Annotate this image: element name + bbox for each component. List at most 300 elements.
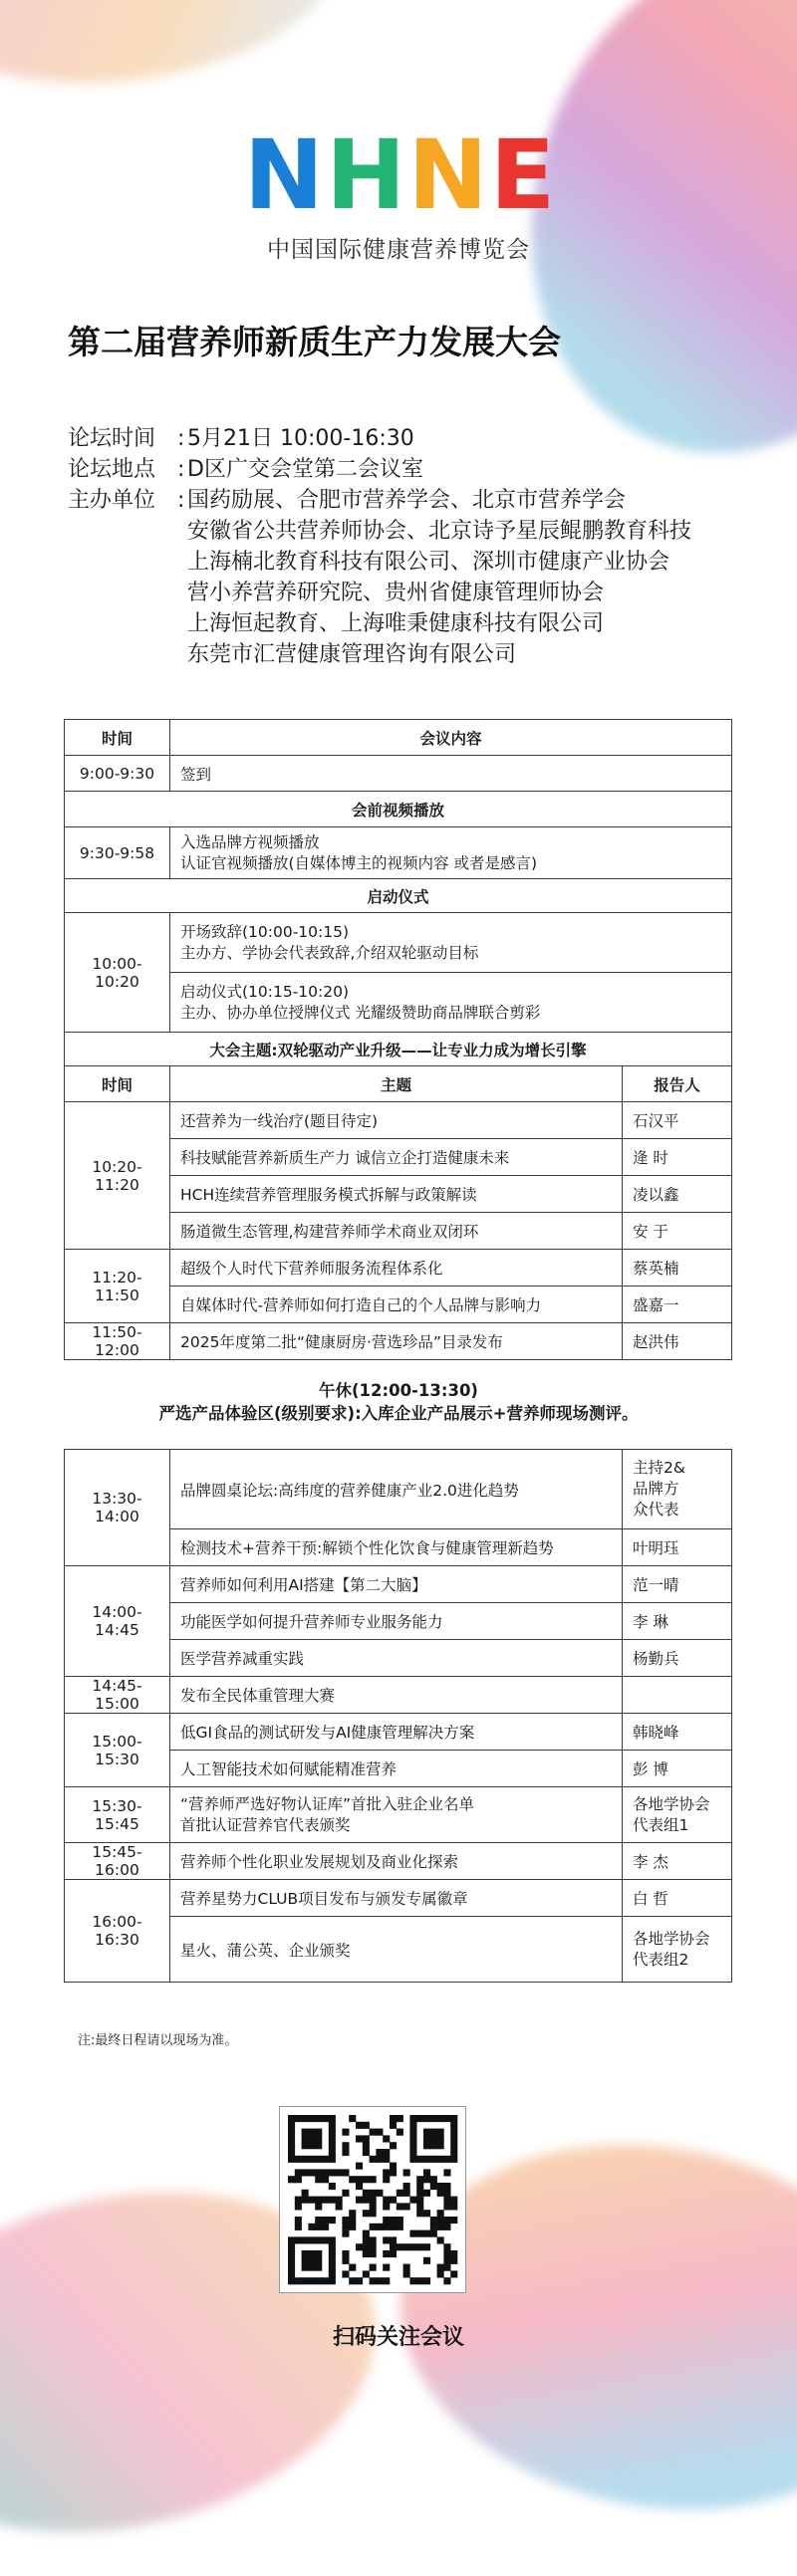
qr-module [356,2183,363,2190]
row-topic: 科技赋能营养新质生产力 诚信立企打造健康未来 [170,1139,623,1176]
qr-module [423,2129,430,2136]
qr-module [423,2230,430,2237]
qr-module [295,2236,302,2243]
row-topic: 肠道微生态管理,构建营养师学术商业双闭环 [170,1213,623,1250]
qr-module [288,2156,295,2163]
qr-module [370,2224,377,2230]
qr-module [308,2129,315,2136]
forum-place-row [68,454,691,485]
qr-module [437,2217,444,2224]
qr-module [363,2243,370,2250]
row-speaker: 蔡英楠 [623,1250,732,1287]
qr-module [349,2115,356,2122]
header-time: 时间 [65,1066,170,1102]
qr-module [349,2224,356,2230]
nhne-logo [0,119,797,264]
qr-module [322,2176,329,2183]
qr-module [370,2190,377,2197]
schedule-note: 注:最终日程请以现场为准。 [78,2033,238,2048]
qr-module [443,2156,450,2163]
qr-module [443,2243,450,2250]
qr-module [423,2257,430,2264]
qr-module [315,2217,322,2224]
qr-module [308,2250,315,2257]
qr-module [329,2250,336,2257]
row-speaker [623,1450,732,1529]
qr-module [383,2135,390,2142]
qr-module [329,2243,336,2250]
qr-module [390,2250,397,2257]
qr-module [302,2257,309,2264]
qr-module [370,2156,377,2163]
qr-module [443,2217,450,2224]
row-speaker: 逄 时 [623,1139,732,1176]
qr-module [322,2224,329,2230]
qr-module [423,2277,430,2284]
qr-module [376,2224,383,2230]
row-speaker: 石汉平 [623,1102,732,1139]
section-row [65,1033,732,1066]
forum-time-label: 论坛时间 [68,426,156,451]
qr-module [356,2163,363,2170]
row-time: 10:00-10:20 [65,913,170,1033]
qr-module [295,2277,302,2284]
qr-module [443,2203,450,2210]
qr-module [443,2277,450,2284]
qr-module [376,2156,383,2163]
qr-module [315,2250,322,2257]
qr-module [403,2243,410,2250]
qr-module [416,2115,423,2122]
qr-module [416,2203,423,2210]
qr-module [336,2203,343,2210]
qr-module [329,2217,336,2224]
speaker-line: 众代表 [633,1501,679,1519]
qr-module [315,2277,322,2284]
qr-module [409,2277,416,2284]
row-topic: 品牌圆桌论坛:高纬度的营养健康产业2.0进化趋势 [170,1450,623,1529]
section-video: 会前视频播放 [65,792,732,827]
row-speaker-empty [623,1677,732,1714]
qr-module [437,2224,444,2230]
qr-module [329,2183,336,2190]
qr-module [423,2176,430,2183]
qr-module [302,2277,309,2284]
qr-module [322,2156,329,2163]
qr-module [288,2257,295,2264]
qr-module [403,2183,410,2190]
header-content: 会议内容 [170,720,732,756]
row-time: 10:20-11:20 [65,1102,170,1250]
qr-module [342,2257,349,2264]
table-row [65,1323,732,1360]
header-theme: 主题 [170,1066,623,1102]
qr-module [363,2135,370,2142]
qr-module [409,2135,416,2142]
qr-module [363,2210,370,2217]
qr-module [423,2243,430,2250]
qr-module [315,2169,322,2176]
forum-place-label: 论坛地点 [68,457,156,482]
qr-module [295,2176,302,2183]
row-time: 15:45-16:00 [65,1843,170,1880]
table-row [65,1714,732,1751]
separator: : [177,457,185,482]
qr-module [302,2169,309,2176]
qr-module [430,2230,437,2237]
speaker-line: 品牌方 [633,1480,679,1498]
conference-theme: 大会主题:双轮驱动产业升级——让专业力成为增长引擎 [65,1033,732,1066]
table-row [65,1843,732,1880]
qr-module [370,2197,377,2204]
qr-module [349,2264,356,2271]
qr-module [363,2122,370,2129]
row-time: 14:45-15:00 [65,1677,170,1714]
qr-module [450,2115,457,2122]
qr-module [329,2236,336,2243]
qr-module [443,2250,450,2257]
qr-module [302,2156,309,2163]
qr-module [416,2190,423,2197]
qr-module [295,2224,302,2230]
row-content [170,827,732,879]
qr-module [288,2142,295,2149]
row-speaker: 李 杰 [623,1843,732,1880]
row-topic: 还营养为一线治疗(题目待定) [170,1102,623,1139]
table-row [65,1102,732,1139]
qr-module [450,2203,457,2210]
speech-line: 开场致辞(10:00-10:15) [180,922,350,941]
qr-module [403,2190,410,2197]
qr-module [423,2169,430,2176]
qr-module [336,2197,343,2204]
row-topic: 超级个人时代下营养师服务流程体系化 [170,1250,623,1287]
qr-module [416,2183,423,2190]
qr-module [376,2190,383,2197]
row-speaker: 凌以鑫 [623,1176,732,1213]
table-header-row [65,720,732,756]
row-content [170,913,732,973]
qr-module [349,2217,356,2224]
qr-module [430,2142,437,2149]
header-time: 时间 [65,720,170,756]
qr-module [403,2169,410,2176]
decorative-gradient-top-left [0,0,351,108]
qr-module [383,2236,390,2243]
qr-module [342,2190,349,2197]
row-topic: 人工智能技术如何赋能精准营养 [170,1751,623,1787]
host-item: 营小养营养研究院、贵州省健康管理师协会 [187,581,605,605]
schedule-table-morning [64,719,732,1360]
qr-module [437,2142,444,2149]
speaker-line: 各地学协会 [633,1929,710,1948]
qr-module [308,2277,315,2284]
qr-module [383,2197,390,2204]
host-item: 安徽省公共营养师协会、北京诗予星辰鲲鹏教育科技 [187,519,692,544]
qr-module [450,2197,457,2204]
qr-module [423,2190,430,2197]
qr-module [342,2230,349,2237]
row-time: 16:00-16:30 [65,1880,170,1983]
qr-module [308,2264,315,2271]
qr-module [416,2243,423,2250]
qr-module [288,2270,295,2277]
table-row [65,1566,732,1603]
qr-module [397,2243,403,2250]
qr-module [288,2176,295,2183]
qr-module [443,2224,450,2230]
qr-module [329,2149,336,2156]
qr-module [409,2156,416,2163]
qr-module [315,2197,322,2204]
qr-module [342,2129,349,2136]
qr-module [383,2217,390,2224]
video-line: 认证官视频播放(自媒体博主的视频内容 或者是感言) [180,853,538,872]
table-row [65,913,732,973]
row-topic: 功能医学如何提升营养师专业服务能力 [170,1603,623,1640]
table-row [65,756,732,792]
host-list [187,485,691,670]
row-time: 11:50-12:00 [65,1323,170,1360]
qr-module [403,2264,410,2271]
qr-module [329,2197,336,2204]
qr-module [315,2156,322,2163]
qr-module [329,2264,336,2271]
qr-module [295,2115,302,2122]
qr-module [430,2115,437,2122]
qr-module [342,2217,349,2224]
qr-module [450,2156,457,2163]
qr-module [370,2203,377,2210]
qr-module [308,2257,315,2264]
speech-line: 主办方、学协会代表致辞,介绍双轮驱动目标 [180,943,479,962]
qr-module [288,2277,295,2284]
qr-module [437,2264,444,2271]
qr-module [302,2115,309,2122]
qr-module [430,2176,437,2183]
qr-module [370,2210,377,2217]
host-item: 上海楠北教育科技有限公司、深圳市健康产业协会 [187,550,670,575]
qr-module [403,2203,410,2210]
qr-module [363,2190,370,2197]
qr-module [450,2142,457,2149]
section-opening: 启动仪式 [65,879,732,913]
qr-module [329,2156,336,2163]
qr-module [423,2115,430,2122]
row-topic: HCH连续营养管理服务模式拆解与政策解读 [170,1176,623,1213]
row-topic: 星火、蒲公英、企业颁奖 [170,1917,623,1983]
row-speaker: 赵洪伟 [623,1323,732,1360]
qr-module [430,2224,437,2230]
row-content [170,973,732,1033]
qr-module [430,2156,437,2163]
qr-module [288,2236,295,2243]
qr-module [302,2135,309,2142]
qr-module [397,2115,403,2122]
table-row [65,1450,732,1529]
qr-module [383,2277,390,2284]
qr-module [390,2236,397,2243]
qr-module [437,2115,444,2122]
qr-module [302,2236,309,2243]
qr-module [423,2142,430,2149]
qr-module [443,2197,450,2204]
table-row [65,827,732,879]
qr-module [450,2270,457,2277]
qr-module [370,2236,377,2243]
qr-module [409,2122,416,2129]
logo-letter: E [489,119,554,231]
separator: : [177,426,185,451]
qr-module [315,2236,322,2243]
qr-module [383,2156,390,2163]
qr-module [288,2122,295,2129]
host-item: 上海恒起教育、上海唯秉健康科技有限公司 [187,611,605,636]
qr-module [450,2122,457,2129]
qr-module [295,2217,302,2224]
row-speaker: 盛嘉一 [623,1287,732,1323]
qr-module [342,2270,349,2277]
qr-module [450,2149,457,2156]
qr-caption: 扫码关注会议 [332,2325,464,2350]
row-time: 9:00-9:30 [65,756,170,792]
row-speaker [623,1917,732,1983]
qr-module [308,2236,315,2243]
qr-module [315,2257,322,2264]
host-item: 东莞市汇营健康管理咨询有限公司 [187,642,517,667]
separator: : [177,488,185,513]
qr-module [315,2115,322,2122]
row-speaker [623,1787,732,1843]
qr-module [329,2142,336,2149]
qr-module [416,2230,423,2237]
header-speaker: 报告人 [623,1066,732,1102]
qr-module [315,2129,322,2136]
qr-module [443,2257,450,2264]
qr-module [450,2135,457,2142]
qr-module [416,2197,423,2204]
logo-subtitle: 中国国际健康营养博览会 [267,237,530,263]
qr-module [322,2169,329,2176]
qr-module [329,2135,336,2142]
qr-module [416,2156,423,2163]
qr-module [329,2122,336,2129]
qr-module [397,2190,403,2197]
lunch-title: 午休(12:00-13:30) [319,1381,478,1400]
row-speaker: 范一晴 [623,1566,732,1603]
qr-module [443,2190,450,2197]
section-row [65,792,732,827]
qr-module [315,2135,322,2142]
qr-code[interactable] [279,2106,466,2293]
row-topic: 低GI食品的测试研发与AI健康管理解决方案 [170,1714,623,1751]
qr-module [336,2169,343,2176]
qr-module [416,2176,423,2183]
qr-module [443,2169,450,2176]
topic-line: “营养师严选好物认证库”首批入驻企业名单 [180,1794,475,1813]
qr-module [397,2203,403,2210]
qr-module [363,2149,370,2156]
qr-module [390,2217,397,2224]
table-header-row [65,1066,732,1102]
qr-module [363,2270,370,2277]
qr-module [288,2250,295,2257]
row-topic: 营养师如何利用AI搭建【第二大脑】 [170,1566,623,1603]
qr-module [342,2224,349,2230]
logo-letters [243,119,554,231]
qr-module [288,2129,295,2136]
qr-module [302,2197,309,2204]
qr-module [383,2149,390,2156]
qr-module [383,2250,390,2257]
qr-module [308,2156,315,2163]
qr-module [349,2277,356,2284]
qr-module [437,2210,444,2217]
qr-module [443,2264,450,2271]
speaker-line: 代表组2 [633,1950,689,1969]
speaker-line: 代表组1 [633,1815,689,1834]
qr-module [409,2243,416,2250]
qr-module [437,2135,444,2142]
qr-module [430,2217,437,2224]
forum-time-value: 5月21日 10:00-16:30 [187,426,414,451]
qr-module [322,2197,329,2204]
qr-module [443,2183,450,2190]
row-speaker: 白 哲 [623,1880,732,1917]
qr-module [308,2135,315,2142]
qr-module [356,2122,363,2129]
qr-module [383,2176,390,2183]
topic-line: 首批认证营养官代表颁奖 [180,1815,351,1834]
table-row [65,1677,732,1714]
qr-module [329,2169,336,2176]
qr-module [329,2277,336,2284]
row-speaker: 李 琳 [623,1603,732,1640]
row-speaker: 彭 博 [623,1751,732,1787]
qr-module [302,2190,309,2197]
qr-module [308,2197,315,2204]
qr-module [390,2197,397,2204]
qr-module [403,2270,410,2277]
qr-module [416,2210,423,2217]
host-item: 国药励展、合肥市营养学会、北京市营养学会 [187,488,627,513]
qr-module [409,2115,416,2122]
qr-module [437,2156,444,2163]
qr-module [308,2115,315,2122]
row-topic: 医学营养减重实践 [170,1640,623,1677]
qr-module [356,2277,363,2284]
section-row [65,879,732,913]
qr-module [390,2115,397,2122]
qr-module [356,2197,363,2204]
launch-line: 主办、协办单位授牌仪式 光耀级赞助商品牌联合剪彩 [180,1003,541,1022]
qr-module [390,2122,397,2129]
qr-module [302,2264,309,2271]
qr-module [329,2115,336,2122]
qr-module [370,2176,377,2183]
qr-module [443,2115,450,2122]
qr-module [376,2149,383,2156]
qr-module [376,2277,383,2284]
qr-module [397,2129,403,2136]
qr-module [322,2217,329,2224]
qr-module [302,2129,309,2136]
forum-time-row [68,423,691,454]
qr-module [349,2176,356,2183]
qr-module [370,2264,377,2271]
qr-module [315,2224,322,2230]
qr-module [370,2250,377,2257]
